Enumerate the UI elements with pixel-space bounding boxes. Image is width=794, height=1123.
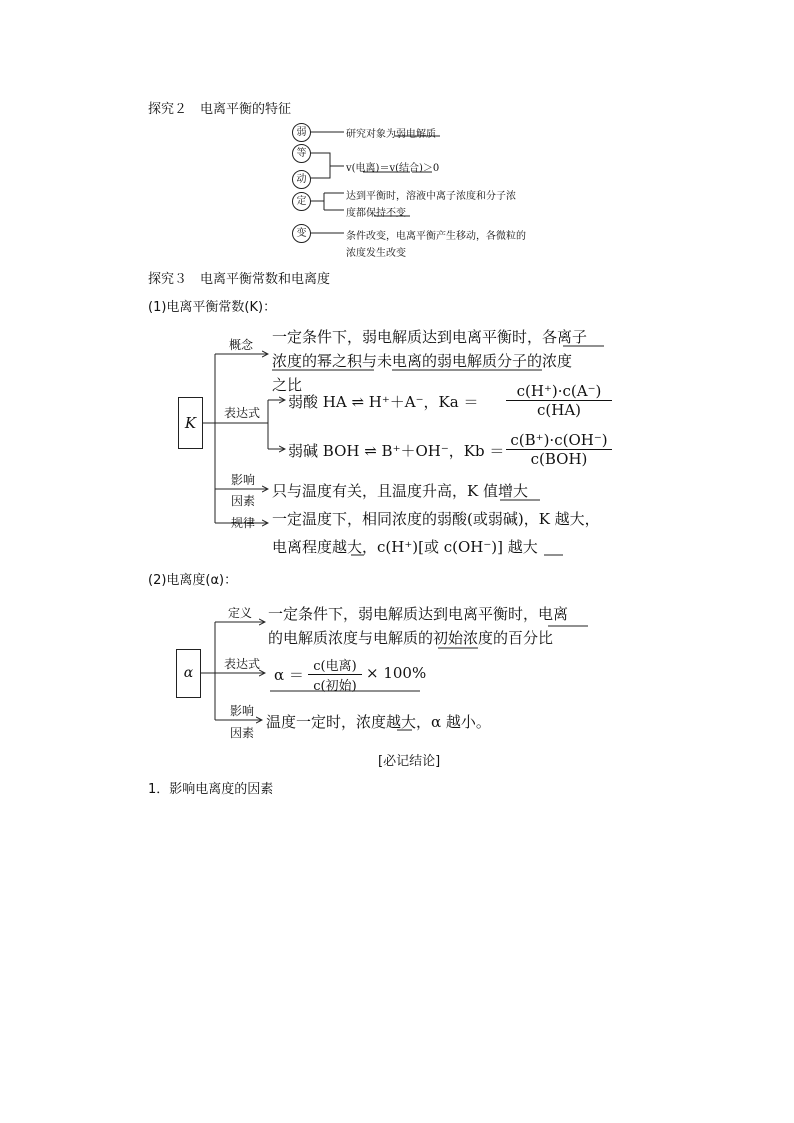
alpha-influence-label-2: 因素 [230,726,255,740]
base-kb-denominator: c(BOH) [530,450,588,468]
circle-change: 变 [292,224,311,243]
subsection-alpha-title: (2)电离度(α)： [148,573,238,588]
k-rule-label: 规律 [231,516,256,530]
circle-equal: 等 [292,144,311,163]
k-box: K [178,397,203,449]
fixed-description-line1: 达到平衡时，溶液中离子浓度和分子浓 [346,191,516,202]
circle-fixed: 定 [292,192,311,211]
k-influence-text: 只与温度有关，且温度升高，K 值增大 [272,482,528,500]
alpha-numerator: c(电离) [308,655,362,675]
alpha-influence-label-1: 影响 [230,704,255,718]
acid-equation: 弱酸 HA ⇌ H⁺＋A⁻，Ka ＝ [288,393,479,411]
k-rule-line1: 一定温度下，相同浓度的弱酸(或弱碱)，K 越大， [272,510,600,528]
alpha-definition-line1: 一定条件下，弱电解质达到电离平衡时，电离 [268,605,569,623]
change-description-line2: 浓度发生改变 [346,248,406,259]
equal-description: v(电离)＝v(结合)＞0 [346,163,440,174]
alpha-expression-label: 表达式 [224,657,261,671]
alpha-equals: α ＝ [274,666,304,684]
section3-title: 探究３ 电离平衡常数和电离度 [148,272,331,287]
change-description-line1: 条件改变，电离平衡产生移动，各微粒的 [346,231,526,242]
alpha-definition-label: 定义 [228,606,253,620]
alpha-definition-line2: 的电解质浓度与电解质的初始浓度的百分比 [268,629,554,647]
weak-description: 研究对象为弱电解质 [346,129,436,140]
alpha-fraction [308,655,362,694]
k-rule-line2: 电离程度越大，c(H⁺)[或 c(OH⁻)] 越大 [272,538,538,556]
concept-label: 概念 [229,338,254,352]
alpha-denominator: c(初始) [313,679,357,694]
concept-line2: 浓度的幂之积与未电离的弱电解质分子的浓度 [272,352,573,370]
alpha-percent: × 100% [366,664,427,682]
conclusion-title: [必记结论] [378,754,441,769]
alpha-box: α [176,649,201,698]
subsection-k-title: (1)电离平衡常数(K)： [148,300,277,315]
k-influence-label-1: 影响 [231,473,256,487]
base-kb-numerator: c(B⁺)·c(OH⁻) [506,431,612,450]
circle-dynamic: 动 [292,170,311,189]
k-influence-label-2: 因素 [231,494,256,508]
circle-weak: 弱 [292,123,311,142]
acid-ka-numerator: c(H⁺)·c(A⁻) [506,382,612,401]
section2-title: 探究２ 电离平衡的特征 [148,102,292,117]
concept-line3: 之比 [272,376,303,394]
base-equation: 弱碱 BOH ⇌ B⁺＋OH⁻，Kb ＝ [288,442,505,460]
acid-ka-denominator: c(HA) [536,401,582,419]
k-expression-label: 表达式 [224,406,261,420]
conclusion-item-1: 1．影响电离度的因素 [148,782,274,797]
fixed-description-line2: 度都保持不变 [346,208,406,219]
alpha-influence-text: 温度一定时，浓度越大，α 越小。 [266,713,491,731]
concept-line1: 一定条件下，弱电解质达到电离平衡时，各离子 [272,328,588,346]
